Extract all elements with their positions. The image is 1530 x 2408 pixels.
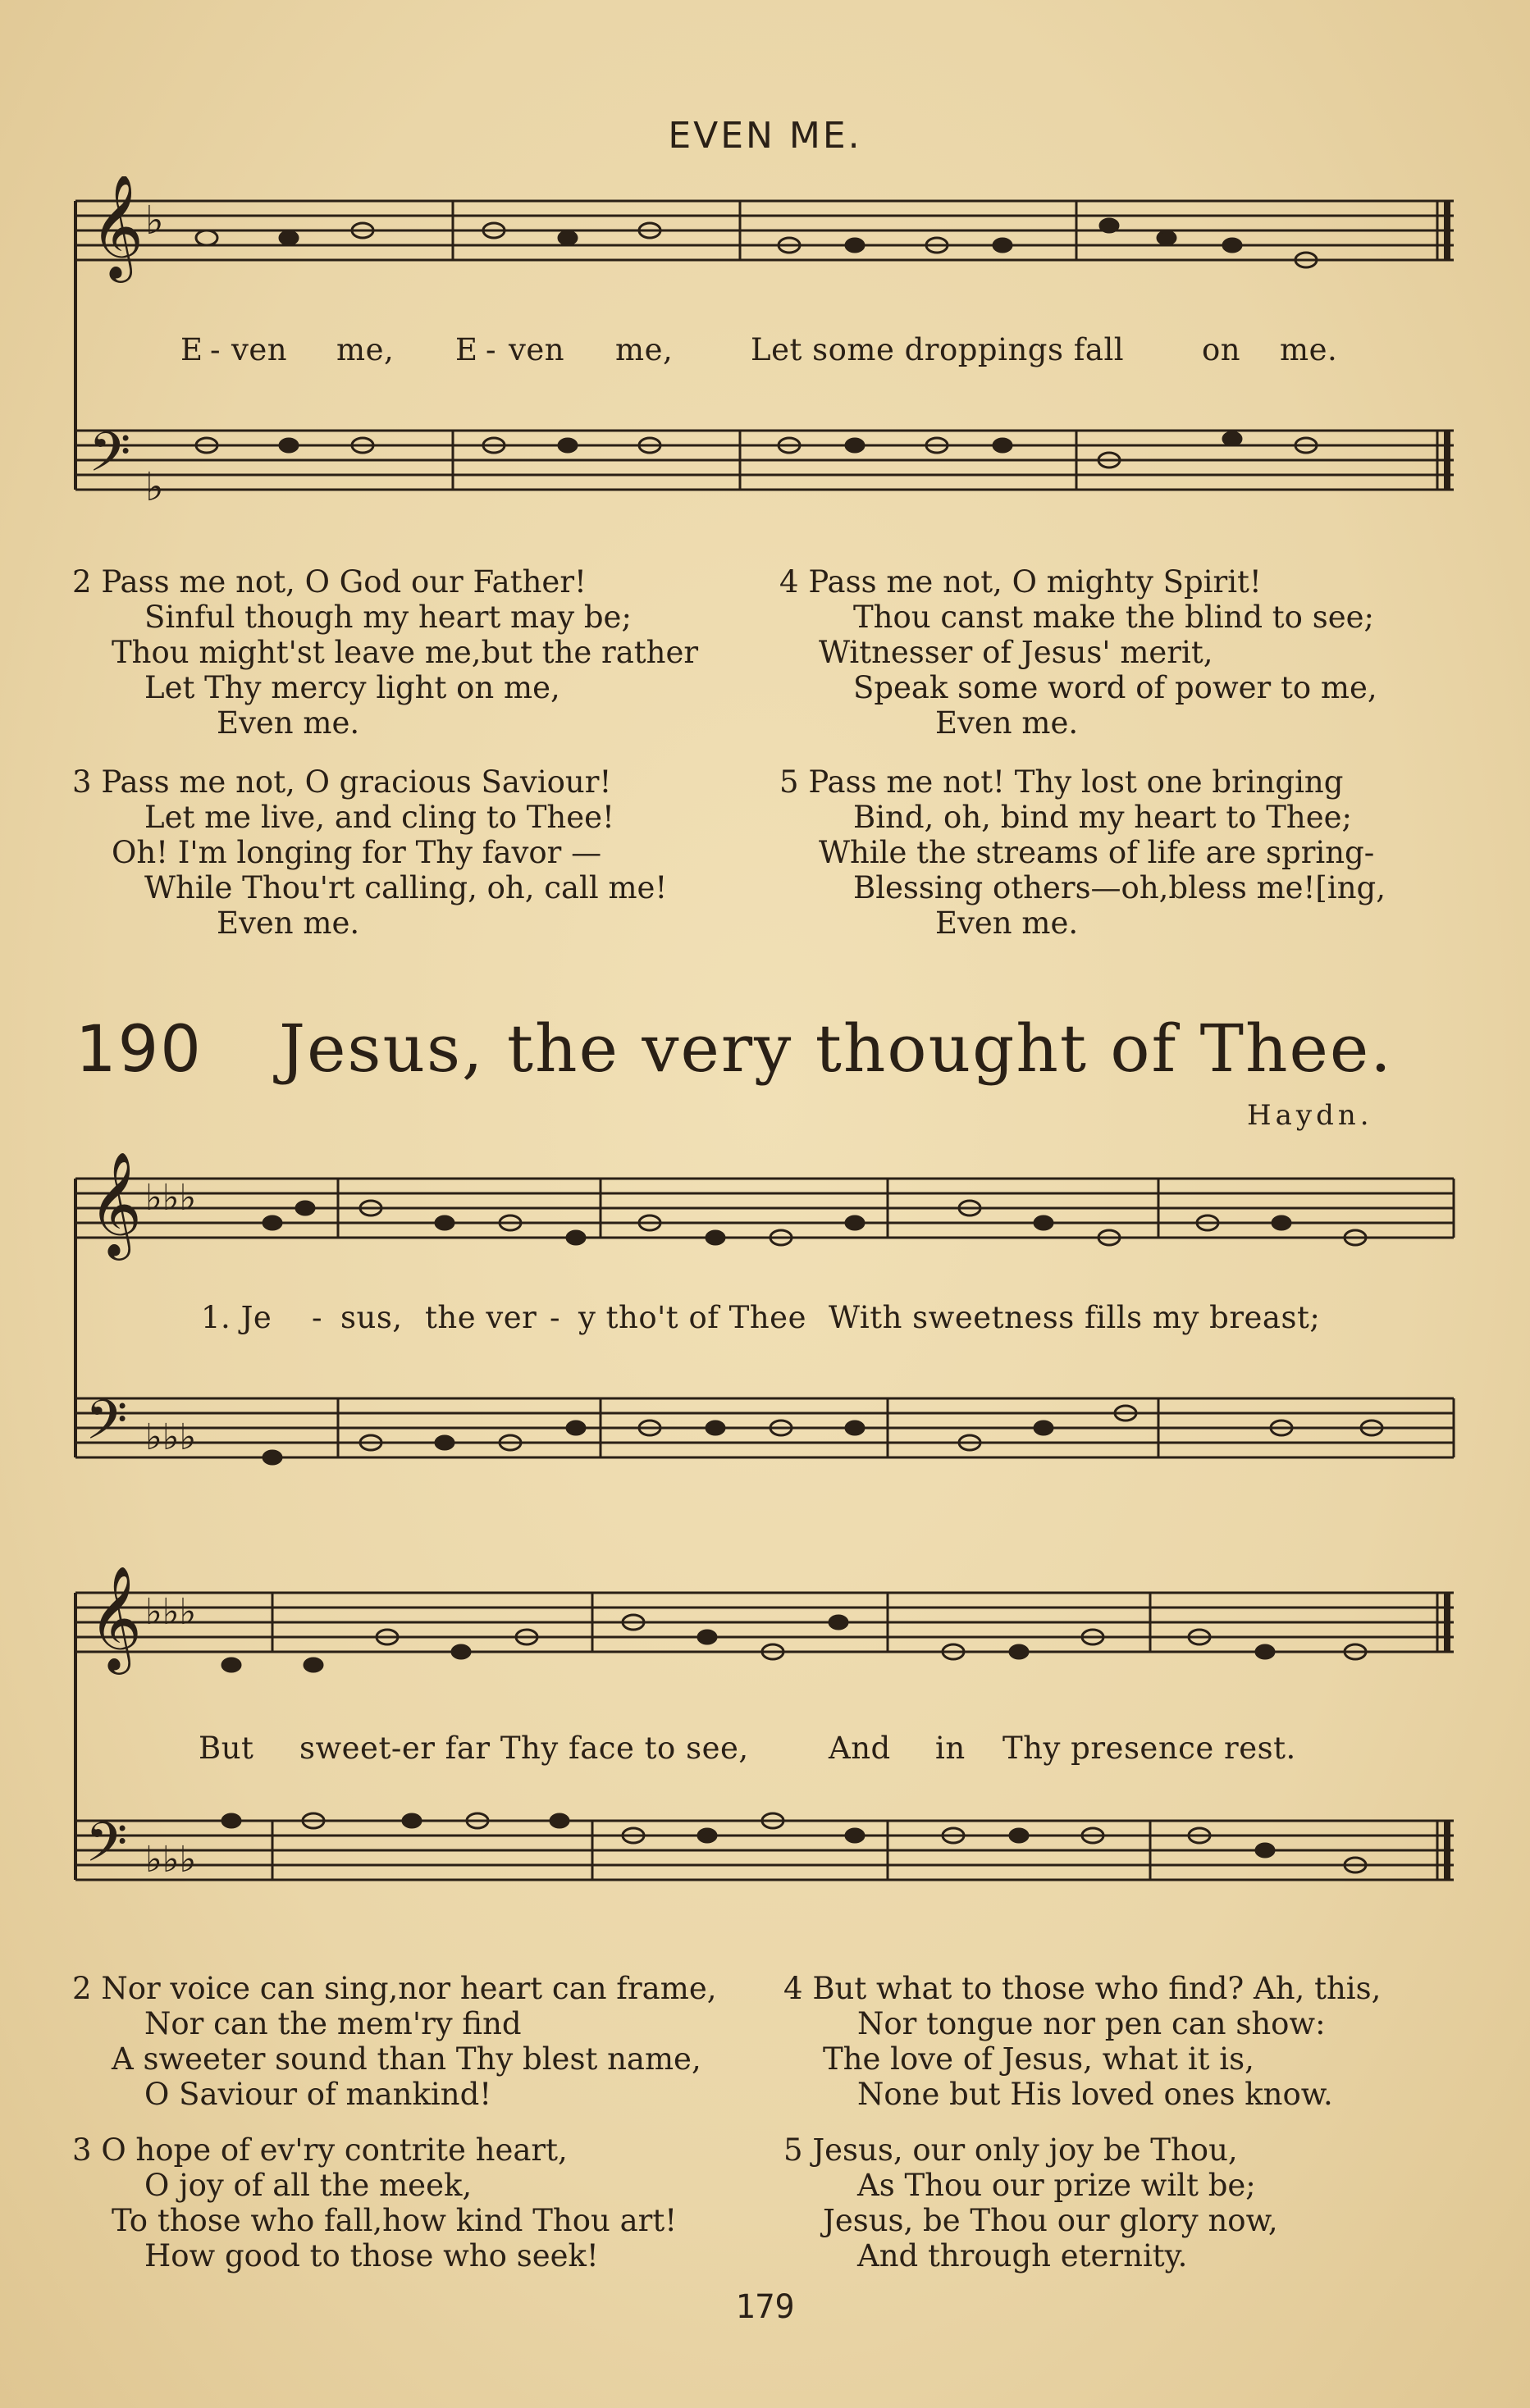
hymn-190-lyric-10: And (829, 1731, 891, 1766)
composer: Haydn. (1247, 1099, 1373, 1132)
verse-line: As Thou our prize wilt be; (857, 2168, 1256, 2203)
verse-line: Jesus, be Thou our glory now, (823, 2203, 1278, 2238)
hymn-189-verse-3 (72, 764, 667, 941)
verse-line: Even me. (217, 905, 360, 941)
hymn-190-lyric-2: - (312, 1300, 323, 1335)
key-signature-flats-icon: ♭♭♭ (145, 1177, 197, 1219)
hymn-189-lyric-5: E (455, 332, 478, 367)
hymn-190-verse-5 (783, 2132, 1278, 2273)
hymn-190-lyric-5: - (550, 1300, 561, 1335)
hymn-189-title: EVEN ME. (668, 115, 862, 157)
hymn-189-verse-5 (779, 764, 1386, 941)
staff-treble (75, 1593, 1454, 1652)
verse-number: 3 (72, 2132, 92, 2168)
staff-treble (75, 1179, 1454, 1238)
verse-line: Pass me not, O gracious Saviour! (101, 764, 612, 800)
verse-line: O hope of ev'ry contrite heart, (101, 2132, 568, 2168)
staff-bass (75, 1398, 1454, 1457)
hymn-190-title: Jesus, the very thought of Thee. (279, 1010, 1393, 1087)
verse-number: 4 (783, 1971, 803, 2006)
bass-clef-icon: 𝄢 (85, 1811, 128, 1887)
hymn-189-lyric-3: ven (231, 332, 288, 367)
verse-line: Pass me not, O mighty Spirit! (808, 564, 1262, 600)
hymn-189-lyric-1: E (180, 332, 203, 367)
hymn-190-lyric-3: sus, (340, 1300, 403, 1335)
verse-line: Speak some word of power to me, (853, 670, 1377, 705)
bass-clef-icon: 𝄢 (85, 1389, 128, 1465)
verse-line: While the streams of life are spring- (819, 835, 1375, 870)
verse-line: Even me. (935, 905, 1079, 941)
hymn-190-lyric-12: Thy presence rest. (1002, 1731, 1296, 1766)
verse-line: Nor voice can sing,nor heart can frame, (101, 1971, 717, 2006)
verse-line: Pass me not, O God our Father! (101, 564, 587, 600)
verse-line: Oh! I'm longing for Thy favor — (112, 835, 602, 870)
verse-number: 5 (779, 764, 799, 800)
verse-line: Thou canst make the blind to see; (853, 600, 1374, 635)
hymn-190-lyric-1: 1. Je (201, 1300, 272, 1335)
hymn-190-lyric-4: the ver (425, 1300, 537, 1335)
hymn-189-lyric-6: - (486, 332, 497, 367)
hymn-190-lyric-11: in (935, 1731, 966, 1766)
staff-treble (75, 201, 1454, 260)
verse-line: Nor tongue nor pen can show: (857, 2006, 1326, 2041)
verse-line: Jesus, our only joy be Thou, (812, 2132, 1238, 2168)
verse-number: 4 (779, 564, 799, 600)
bass-clef-icon: 𝄢 (89, 421, 131, 497)
verse-line: Even me. (935, 705, 1079, 741)
verse-line: And through eternity. (857, 2238, 1188, 2273)
verse-line: O Saviour of mankind! (144, 2077, 492, 2112)
verse-line: Thou might'st leave me,but the rather (112, 635, 699, 670)
verse-line: Even me. (217, 705, 360, 741)
bass-notes (263, 1406, 1382, 1464)
verse-line: How good to those who seek! (144, 2238, 599, 2273)
hymn-190-lyric-9: sweet-er far Thy face to see, (299, 1731, 749, 1766)
hymn-190-verse-3 (72, 2132, 677, 2273)
verse-line: None but His loved ones know. (857, 2077, 1333, 2112)
flat-icon: ♭ (145, 464, 164, 510)
verse-line: To those who fall,how kind Thou art! (112, 2203, 678, 2238)
page-number: 179 (735, 2288, 795, 2326)
hymn-190-verse-2 (72, 1971, 716, 2112)
hymn-189-lyric-2: - (210, 332, 222, 367)
hymn-number: 190 (75, 1013, 203, 1087)
verse-line: A sweeter sound than Thy blest name, (112, 2041, 701, 2077)
verse-line: Witnesser of Jesus' merit, (819, 635, 1213, 670)
verse-line: Let me live, and cling to Thee! (144, 800, 614, 835)
hymn-189-verse-2 (72, 564, 698, 741)
verse-line: Pass me not! Thy lost one bringing (808, 764, 1344, 800)
hymn-189-lyric-10: on (1202, 332, 1241, 367)
verse-line: The love of Jesus, what it is, (823, 2041, 1254, 2077)
flat-icon: ♭ (145, 198, 164, 244)
hymn-189-verse-4 (779, 564, 1377, 741)
verse-line: O joy of all the meek, (144, 2168, 473, 2203)
verse-line: Nor can the mem'ry find (144, 2006, 522, 2041)
key-signature-flats-icon: ♭♭♭ (145, 1591, 197, 1633)
verse-number: 5 (783, 2132, 803, 2168)
hymn-189-lyric-9: Let some droppings fall (751, 332, 1125, 367)
verse-number: 2 (72, 1971, 92, 2006)
hymn-190-verse-4 (783, 1971, 1381, 2112)
hymn-190-lyric-7: With sweetness fills my breast; (829, 1300, 1321, 1335)
treble-clef-icon: 𝄞 (89, 1151, 143, 1256)
bass-notes (222, 1813, 1366, 1872)
verse-line: Bind, oh, bind my heart to Thee; (853, 800, 1353, 835)
staff-bass (75, 1821, 1454, 1880)
verse-line: Let Thy mercy light on me, (144, 670, 560, 705)
key-signature-flats-icon: ♭♭♭ (145, 1839, 197, 1881)
hymn-190-lyric-6: y tho't of Thee (578, 1300, 806, 1335)
verse-line: Sinful though my heart may be; (144, 600, 632, 635)
hymn-189-lyric-4: me, (336, 332, 395, 367)
key-signature-flats-icon: ♭♭♭ (145, 1416, 197, 1458)
verse-number: 2 (72, 564, 92, 600)
verse-line: Blessing others—oh,bless me![ing, (853, 870, 1386, 905)
hymn-189-lyric-7: ven (509, 332, 565, 367)
hymn-189-lyric-8: me, (615, 332, 674, 367)
treble-clef-icon: 𝄞 (90, 176, 144, 278)
hymn-190-lyric-8: But (199, 1731, 254, 1766)
treble-clef-icon: 𝄞 (89, 1565, 143, 1670)
bass-notes (196, 432, 1317, 467)
verse-line: But what to those who find? Ah, this, (812, 1971, 1382, 2006)
hymn-189-lyric-11: me. (1280, 332, 1338, 367)
verse-number: 3 (72, 764, 92, 800)
verse-line: While Thou'rt calling, oh, call me! (144, 870, 668, 905)
